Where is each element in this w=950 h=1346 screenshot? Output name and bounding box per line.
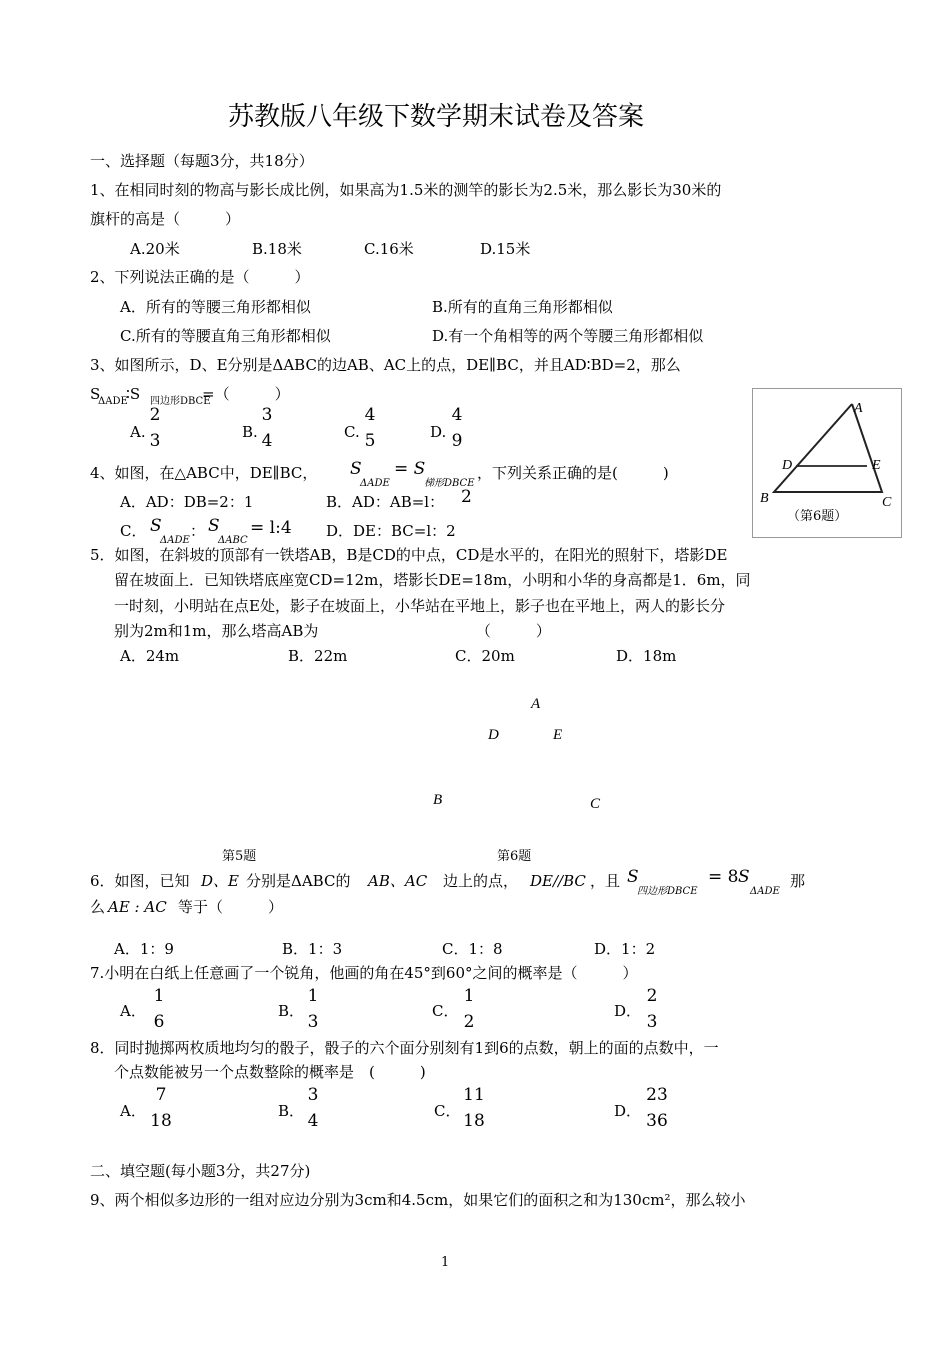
caption-fig6: 第6题 — [497, 849, 532, 864]
q4-option-b: B．AD：AB=l： — [326, 493, 445, 511]
q3-option-b-fraction — [256, 405, 278, 451]
q8-option-c-fraction — [459, 1085, 489, 1131]
q5-option-d: D．18m — [616, 647, 677, 665]
q4-option-b-value: 2 — [461, 487, 472, 507]
denominator: 3 — [646, 1012, 658, 1032]
q3-option-c-fraction — [359, 405, 381, 451]
numerator: 23 — [646, 1085, 668, 1105]
q4-sub1: ΔADE — [360, 478, 390, 489]
q5-line1: 5．如图，在斜坡的顶部有一铁塔AB，B是CD的中点，CD是水平的，在阳光的照射下，塔影DE — [90, 546, 728, 564]
q4-option-d: D．DE：BC=l：2 — [326, 522, 456, 540]
q8-option-a-fraction — [146, 1085, 176, 1131]
q6-option-b: B．1：3 — [282, 940, 343, 958]
q2-option-d: D.有一个角相等的两个等腰三角形都相似 — [432, 327, 704, 345]
q2-option-b: B.所有的直角三角形都相似 — [432, 298, 613, 316]
denominator: 18 — [150, 1111, 172, 1131]
q6-option-c: C．1：8 — [442, 940, 503, 958]
q8-option-d-fraction — [642, 1085, 672, 1131]
q6-line1-h: 那 — [790, 872, 806, 890]
figure-caption: （第6题） — [787, 509, 848, 524]
q6-line1-g: ，且 — [590, 872, 621, 890]
q3-option-a-letter: A. — [130, 423, 146, 441]
q5-option-b: B．22m — [288, 647, 348, 665]
q3-option-b-letter: B. — [242, 423, 258, 441]
q6-line1-a: 6．如图，已知 — [90, 872, 190, 890]
q1-line1: 1、在相同时刻的物高与影长成比例，如果高为1.5米的测竿的影长为2.5米，那么影长为30米的 — [90, 181, 722, 199]
q4-s1: S — [350, 459, 362, 479]
q4-stem-b: ，下列关系正确的是( ) — [477, 464, 669, 482]
q6-line2: 么 — [90, 898, 106, 916]
q8-option-a-letter: A． — [120, 1102, 146, 1120]
denominator: 6 — [153, 1012, 165, 1032]
q4-sub2: 梯形DBCE — [424, 478, 475, 489]
q5-option-c: C．20m — [455, 647, 515, 665]
page-number: 1 — [441, 1255, 450, 1270]
denominator: 5 — [364, 431, 376, 451]
vertex-label-e: E — [872, 458, 881, 473]
q4-option-c-colon: ： — [190, 522, 206, 540]
q4-option-c-sub1: ΔADE — [160, 535, 190, 546]
q1-option-d: D.15米 — [480, 240, 531, 258]
numerator: 4 — [364, 405, 376, 425]
q7-option-b-fraction — [302, 986, 324, 1032]
q7-option-a-letter: A． — [120, 1002, 146, 1020]
q6-option-a: A．1：9 — [114, 940, 174, 958]
numerator: 1 — [307, 986, 319, 1006]
q6-eq: = 8 — [708, 867, 739, 887]
numerator: 2 — [149, 405, 161, 425]
q7-option-c-fraction — [458, 986, 480, 1032]
q4-stem-a: 4、如图，在△ABC中，DE∥BC， — [90, 464, 318, 482]
q2-option-a: A．所有的等腰三角形都相似 — [120, 298, 311, 316]
numerator: 7 — [155, 1085, 167, 1105]
caption-fig5: 第5题 — [222, 849, 257, 864]
denominator: 18 — [463, 1111, 485, 1131]
q1-option-a: A.20米 — [130, 240, 180, 258]
numerator: 2 — [646, 986, 658, 1006]
q6-s1: S — [627, 867, 639, 887]
q3-colon: ∶S — [126, 385, 141, 403]
q6-sub2: ΔADE — [750, 886, 780, 897]
q6-line2-tail: 等于（ ） — [178, 898, 284, 916]
q4-option-a: A．AD：DB=2：1 — [120, 493, 254, 511]
q7-option-c-letter: C． — [432, 1002, 459, 1020]
numerator: 11 — [463, 1085, 485, 1105]
q8-option-b-letter: B． — [278, 1102, 305, 1120]
q6-line1-c: 分别是ΔABC的 — [246, 872, 351, 890]
q9-line1: 9、两个相似多边形的一组对应边分别为3cm和4.5cm，如果它们的面积之和为130cm²，那么较小 — [90, 1191, 746, 1209]
q4-option-c-letter: C． — [120, 522, 147, 540]
vertex-label-b: B — [760, 491, 769, 506]
q3-tail: =（ ） — [202, 385, 290, 403]
q4-option-c-s2: S — [208, 516, 220, 536]
q6-line1-f: DE//BC — [530, 872, 586, 890]
denominator: 4 — [307, 1111, 319, 1131]
denominator: 36 — [646, 1111, 668, 1131]
numerator: 4 — [451, 405, 463, 425]
q6-line2-math: AE : AC — [108, 898, 167, 916]
q3-option-c-letter: C. — [344, 423, 360, 441]
q6-option-d: D．1：2 — [594, 940, 656, 958]
section-heading-fill: 二、填空题(每小题3分，共27分) — [90, 1162, 311, 1180]
numerator: 1 — [153, 986, 165, 1006]
vertex-label-d: D — [782, 458, 793, 473]
figure-label-d: D — [488, 727, 499, 743]
q5-option-a: A．24m — [120, 647, 180, 665]
numerator: 3 — [261, 405, 273, 425]
page-title: 苏教版八年级下数学期末试卷及答案 — [228, 102, 645, 132]
q7-option-d-letter: D． — [614, 1002, 642, 1020]
q3-line1: 3、如图所示，D、E分别是ΔABC的边AB、AC上的点，DE∥BC，并且AD∶BD=2，那么 — [90, 356, 681, 374]
q5-line4: 别为2m和1m，那么塔高AB为 （ ） — [114, 622, 551, 640]
q8-line1: 8．同时抛掷两枚质地均匀的骰子，骰子的六个面分别刻有1到6的点数，朝上的面的点数中，一 — [90, 1039, 719, 1057]
q3-option-d-fraction — [446, 405, 468, 451]
q6-s2: S — [738, 867, 750, 887]
q7-option-a-fraction — [148, 986, 170, 1032]
figure-label-e: E — [553, 727, 563, 743]
q4-option-c-sub2: ΔABC — [218, 535, 248, 546]
q8-line2: 个点数能被另一个点数整除的概率是 ( ) — [114, 1063, 426, 1081]
q3-s: S — [90, 385, 101, 403]
q3-sub1: ΔADE — [98, 396, 128, 407]
q3-option-d-letter: D. — [430, 423, 447, 441]
q3-option-a-fraction — [144, 405, 166, 451]
q2-stem: 2、下列说法正确的是（ ） — [90, 268, 310, 286]
q7-stem: 7.小明在白纸上任意画了一个锐角，他画的角在45°到60°之间的概率是（ ） — [90, 964, 638, 982]
denominator: 2 — [463, 1012, 475, 1032]
numerator: 1 — [463, 986, 475, 1006]
denominator: 9 — [451, 431, 463, 451]
figure-label-c: C — [590, 796, 601, 812]
numerator: 3 — [307, 1085, 319, 1105]
denominator: 3 — [149, 431, 161, 451]
denominator: 4 — [261, 431, 273, 451]
triangle-outline — [774, 404, 882, 492]
q8-option-d-letter: D． — [614, 1102, 642, 1120]
q6-line1-e: 边上的点， — [443, 872, 519, 890]
q2-option-c: C.所有的等腰直角三角形都相似 — [120, 327, 331, 345]
q7-option-d-fraction — [641, 986, 663, 1032]
q7-option-b-letter: B． — [278, 1002, 305, 1020]
q1-option-b: B.18米 — [252, 240, 302, 258]
q6-sub1: 四边形DBCE — [637, 886, 698, 897]
figure-label-b: B — [433, 792, 443, 808]
q8-option-c-letter: C． — [434, 1102, 461, 1120]
section-heading-choice: 一、选择题（每题3分，共18分） — [90, 152, 314, 170]
vertex-label-c: C — [882, 495, 892, 510]
triangle-diagram — [752, 388, 902, 538]
vertex-label-a: A — [854, 401, 863, 416]
triangle-figure — [752, 388, 902, 538]
q6-line1-b: D、E — [201, 872, 239, 890]
q4-option-c-s1: S — [150, 516, 162, 536]
figure-label-a: A — [531, 696, 541, 712]
q4-option-c-value: = l:4 — [250, 518, 292, 538]
q6-line1-d: AB、AC — [368, 872, 428, 890]
q5-line2: 留在坡面上．已知铁塔底座宽CD=12m，塔影长DE=18m，小明和小华的身高都是1．6m，同 — [114, 571, 751, 589]
q3-sub2: 四边形DBCE — [150, 396, 211, 407]
q1-line2: 旗杆的高是（ ） — [90, 210, 241, 228]
q8-option-b-fraction — [302, 1085, 324, 1131]
denominator: 3 — [307, 1012, 319, 1032]
q5-line3: 一时刻，小明站在点E处，影子在坡面上，小华站在平地上，影子也在平地上，两人的影长分 — [114, 597, 725, 615]
q1-option-c: C.16米 — [364, 240, 414, 258]
q4-eq: = S — [394, 459, 426, 479]
